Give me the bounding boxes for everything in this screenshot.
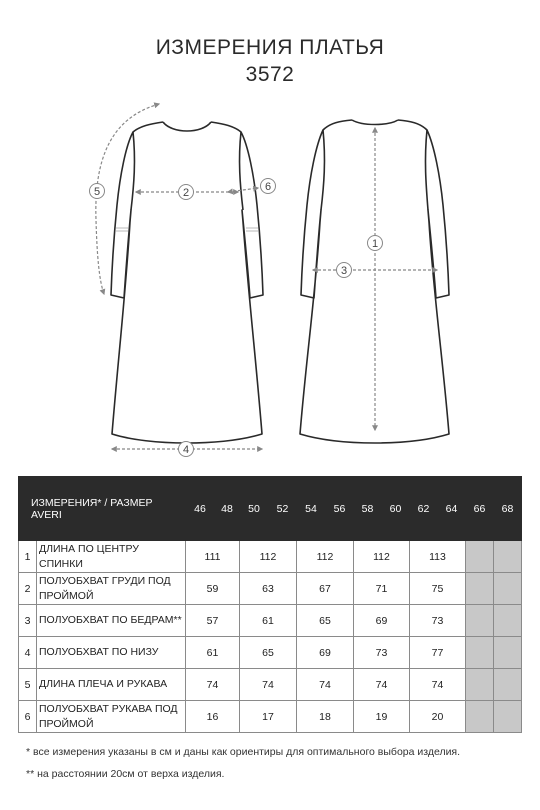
table-row	[19, 637, 522, 669]
table-row	[19, 573, 522, 605]
table-row	[19, 605, 522, 637]
row-value: 74	[240, 669, 297, 701]
empty-cell	[494, 701, 522, 733]
marker-5-label: 5	[93, 186, 101, 198]
row-value: 16	[186, 701, 240, 733]
row-value: 20	[410, 701, 466, 733]
empty-cell	[466, 573, 494, 605]
size-header: 66	[466, 477, 494, 541]
table-row	[19, 541, 522, 573]
row-label: ДЛИНА ПО ЦЕНТРУ СПИНКИ	[37, 541, 186, 573]
size-header: 68	[494, 477, 522, 541]
size-header: 64	[438, 477, 466, 541]
marker-2-label: 2	[182, 187, 190, 199]
row-value: 59	[186, 573, 240, 605]
row-value: 112	[297, 541, 354, 573]
empty-cell	[466, 637, 494, 669]
row-label: ПОЛУОБХВАТ ГРУДИ ПОД ПРОЙМОЙ	[37, 573, 186, 605]
empty-cell	[494, 573, 522, 605]
marker-4-label: 4	[182, 444, 190, 456]
empty-cell	[494, 605, 522, 637]
row-number: 5	[19, 669, 37, 701]
header-label: ИЗМЕРЕНИЯ* / РАЗМЕР AVERI	[19, 477, 186, 541]
row-value: 61	[186, 637, 240, 669]
row-number: 6	[19, 701, 37, 733]
row-value: 18	[297, 701, 354, 733]
row-value: 111	[186, 541, 240, 573]
empty-cell	[466, 541, 494, 573]
row-value: 17	[240, 701, 297, 733]
row-value: 112	[354, 541, 410, 573]
size-header: 58	[354, 477, 382, 541]
row-label: ПОЛУОБХВАТ РУКАВА ПОД ПРОЙМОЙ	[37, 701, 186, 733]
row-value: 74	[410, 669, 466, 701]
row-number: 2	[19, 573, 37, 605]
size-header: 62	[410, 477, 438, 541]
row-value: 71	[354, 573, 410, 605]
row-value: 75	[410, 573, 466, 605]
empty-cell	[466, 669, 494, 701]
row-value: 65	[297, 605, 354, 637]
size-header: 60	[382, 477, 410, 541]
size-header: 52	[269, 477, 297, 541]
row-value: 61	[240, 605, 297, 637]
row-label: ПОЛУОБХВАТ ПО БЕДРАМ**	[37, 605, 186, 637]
row-value: 69	[297, 637, 354, 669]
marker-1-label: 1	[371, 238, 379, 250]
row-value: 69	[354, 605, 410, 637]
row-value: 57	[186, 605, 240, 637]
table-header-row	[19, 477, 522, 541]
empty-cell	[494, 669, 522, 701]
row-label: ПОЛУОБХВАТ ПО НИЗУ	[37, 637, 186, 669]
size-header: 46	[186, 477, 215, 541]
row-value: 74	[354, 669, 410, 701]
row-number: 4	[19, 637, 37, 669]
footnote-1: * все измерения указаны в см и даны как ориентиры для оптимального выбора изделия.	[26, 746, 461, 758]
model-number: 3572	[245, 63, 295, 86]
table-row	[19, 669, 522, 701]
row-number: 1	[19, 541, 37, 573]
row-value: 19	[354, 701, 410, 733]
marker-6-label: 6	[264, 181, 272, 193]
empty-cell	[494, 541, 522, 573]
row-value: 74	[186, 669, 240, 701]
row-value: 63	[240, 573, 297, 605]
row-value: 65	[240, 637, 297, 669]
row-value: 77	[410, 637, 466, 669]
empty-cell	[466, 701, 494, 733]
dress-front-view	[111, 122, 263, 443]
row-number: 3	[19, 605, 37, 637]
empty-cell	[494, 637, 522, 669]
row-value: 113	[410, 541, 466, 573]
row-value: 67	[297, 573, 354, 605]
footnote-2: ** на расстоянии 20см от верха изделия.	[26, 768, 225, 780]
size-header: 50	[240, 477, 269, 541]
row-value: 73	[410, 605, 466, 637]
page-title: ИЗМЕРЕНИЯ ПЛАТЬЯ	[155, 36, 385, 59]
row-value: 74	[297, 669, 354, 701]
row-label: ДЛИНА ПЛЕЧА И РУКАВА	[37, 669, 186, 701]
row-value: 73	[354, 637, 410, 669]
table-row	[19, 701, 522, 733]
size-header: 48	[215, 477, 240, 541]
marker-3-label: 3	[340, 265, 348, 277]
empty-cell	[466, 605, 494, 637]
size-header: 54	[297, 477, 326, 541]
measurements-table	[18, 476, 522, 733]
row-value: 112	[240, 541, 297, 573]
size-header: 56	[326, 477, 354, 541]
